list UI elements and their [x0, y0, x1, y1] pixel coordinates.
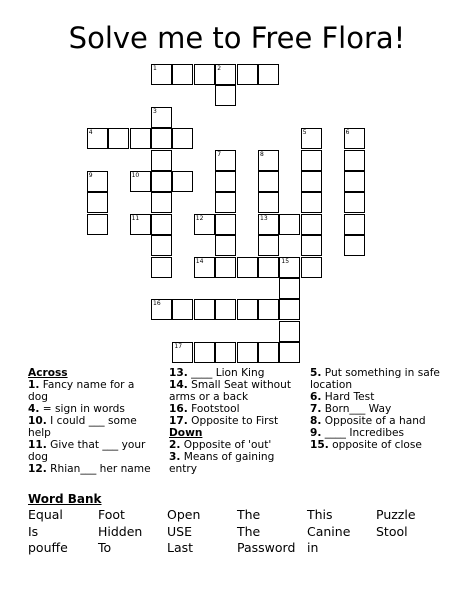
cell-number: 4: [88, 129, 93, 137]
grid-cell[interactable]: [215, 192, 236, 213]
clue-item: [28, 379, 156, 403]
clue-number: 6.: [310, 391, 322, 403]
clue-number: 11.: [28, 439, 47, 451]
grid-cell[interactable]: [215, 85, 236, 106]
clue-number: 9.: [310, 427, 322, 439]
clue-item: [28, 403, 156, 415]
grid-cell[interactable]: [172, 342, 193, 363]
word-bank-word: Hidden: [98, 523, 143, 539]
cell-number: 12: [195, 214, 204, 222]
grid-cell[interactable]: [344, 150, 365, 171]
cell-number: 17: [174, 343, 183, 351]
clues-column-1: [28, 367, 156, 475]
grid-cell[interactable]: [151, 64, 172, 85]
word-bank-word: Puzzle: [376, 507, 416, 522]
word-bank-word: Foot: [98, 507, 125, 522]
clue-number: 17.: [169, 415, 188, 427]
grid-cell[interactable]: [301, 128, 322, 149]
clue-text: ____ Lion King: [187, 367, 265, 379]
word-bank-word: pouffe: [28, 540, 68, 555]
word-bank-word: The: [237, 523, 261, 539]
cell-number: 8: [260, 150, 264, 158]
grid-cell[interactable]: [237, 257, 258, 278]
grid-cell[interactable]: [258, 64, 279, 85]
word-bank-word: USE: [167, 523, 192, 539]
grid-cell[interactable]: [130, 128, 151, 149]
clue-text: = sign in words: [39, 403, 125, 415]
clue-item: [310, 391, 450, 403]
grid-cell[interactable]: [151, 107, 172, 128]
word-bank-word: The: [237, 507, 261, 522]
grid-cell[interactable]: [258, 192, 279, 213]
cell-number: 11: [131, 214, 140, 222]
clue-text: Give that ___ your dog: [28, 439, 146, 463]
clue-number: 13.: [169, 367, 188, 379]
grid-cell[interactable]: [151, 150, 172, 171]
cell-number: 10: [131, 172, 140, 179]
clue-item: [28, 439, 156, 463]
grid-cell[interactable]: [151, 299, 172, 320]
grid-cell[interactable]: [344, 235, 365, 256]
clue-text: ____ Incredibes: [321, 427, 405, 439]
grid-cell[interactable]: [215, 64, 236, 85]
grid-cell[interactable]: [151, 235, 172, 256]
grid-cell[interactable]: [344, 192, 365, 213]
clue-number: 4.: [28, 403, 40, 415]
grid-cell[interactable]: [215, 150, 236, 171]
clue-text: Hard Test: [321, 391, 375, 403]
clues-column-3: [310, 367, 450, 451]
grid-cell[interactable]: [130, 171, 151, 192]
cell-number: 5: [302, 129, 307, 137]
grid-cell[interactable]: [151, 257, 172, 278]
clue-item: [310, 415, 450, 427]
grid-cell[interactable]: [301, 214, 322, 235]
clue-text: Footstool: [187, 403, 240, 415]
clue-number: 5.: [310, 367, 322, 379]
grid-cell[interactable]: [151, 214, 172, 235]
clue-number: 15.: [310, 439, 329, 451]
grid-cell[interactable]: [279, 278, 300, 299]
cell-number: 2: [217, 65, 222, 72]
clue-text: Put something in safe location: [310, 367, 440, 391]
clue-number: 2.: [169, 439, 181, 451]
grid-cell[interactable]: [258, 150, 279, 171]
grid-cell[interactable]: [87, 214, 108, 235]
grid-cell[interactable]: [87, 192, 108, 213]
grid-cell[interactable]: [194, 64, 215, 85]
word-bank-word: To: [98, 540, 112, 555]
clue-item: [28, 463, 156, 475]
grid-cell[interactable]: [194, 342, 215, 363]
grid-cell[interactable]: [172, 299, 193, 320]
grid-cell[interactable]: [301, 171, 322, 192]
word-bank-word: Last: [167, 540, 194, 555]
grid-cell[interactable]: [344, 171, 365, 192]
clue-text: Small Seat without arms or a back: [169, 379, 292, 403]
grid-cell[interactable]: [194, 299, 215, 320]
word-bank-word: Password: [237, 540, 296, 555]
clue-item: [169, 367, 297, 379]
word-bank-word: in: [307, 540, 319, 555]
grid-cell[interactable]: [279, 214, 300, 235]
clue-item: [169, 439, 297, 451]
grid-cell[interactable]: [258, 235, 279, 256]
clue-number: 3.: [169, 451, 181, 463]
clue-item: [28, 415, 156, 439]
grid-cell[interactable]: [258, 171, 279, 192]
cell-number: 14: [195, 257, 204, 265]
grid-cell[interactable]: [301, 192, 322, 213]
cell-number: 13: [260, 214, 268, 222]
grid-cell[interactable]: [130, 214, 151, 235]
clue-text: Fancy name for a dog: [28, 379, 135, 403]
clue-item: [169, 379, 297, 403]
clues-column-2: [169, 367, 297, 475]
grid-cell[interactable]: [301, 235, 322, 256]
clue-text: Born___ Way: [321, 403, 392, 415]
word-bank-word: Equal: [28, 507, 63, 522]
grid-cell[interactable]: [194, 257, 215, 278]
grid-cell[interactable]: [215, 171, 236, 192]
clue-text: Rhian___ her name: [46, 463, 151, 475]
grid-cell[interactable]: [344, 128, 365, 149]
grid-cell[interactable]: [172, 171, 193, 192]
word-bank-word: This: [307, 507, 333, 522]
grid-cell[interactable]: [237, 342, 258, 363]
clue-number: 16.: [169, 403, 188, 415]
grid-cell[interactable]: [172, 64, 193, 85]
grid-cell[interactable]: [237, 299, 258, 320]
grid-cell[interactable]: [172, 128, 193, 149]
grid-cell[interactable]: [258, 214, 279, 235]
cell-number: 15: [281, 257, 290, 265]
grid-cell[interactable]: [151, 128, 172, 149]
grid-cell[interactable]: [215, 342, 236, 363]
grid-cell[interactable]: [237, 64, 258, 85]
cell-number: 9: [88, 172, 93, 179]
grid-cell[interactable]: [215, 299, 236, 320]
clue-number: 12.: [28, 463, 47, 475]
grid-cell[interactable]: [87, 128, 108, 149]
clue-text: Opposite to First: [187, 415, 279, 427]
grid-cell[interactable]: [194, 214, 215, 235]
grid-cell[interactable]: [279, 342, 300, 363]
cell-number: 1: [153, 65, 157, 72]
grid-cell[interactable]: [258, 299, 279, 320]
clue-item: [169, 451, 297, 475]
clue-number: 8.: [310, 415, 322, 427]
clue-item: [310, 427, 450, 439]
grid-cell[interactable]: [151, 171, 172, 192]
clue-number: 14.: [169, 379, 188, 391]
grid-cell[interactable]: [258, 257, 279, 278]
clue-text: I could ___ some help: [28, 415, 137, 439]
clue-item: [310, 367, 450, 391]
clue-number: 7.: [310, 403, 322, 415]
word-bank-word: Open: [167, 507, 201, 522]
clue-number: 1.: [28, 379, 40, 391]
down-heading: Down: [169, 427, 203, 439]
word-bank-word: Canine: [307, 523, 351, 539]
clue-item: [310, 439, 450, 451]
grid-cell[interactable]: [151, 192, 172, 213]
puzzle-title: Solve me to Free Flora!: [68, 21, 406, 55]
grid-cell[interactable]: [87, 171, 108, 192]
grid-cell[interactable]: [301, 257, 322, 278]
clue-item: [169, 415, 297, 427]
grid-cell[interactable]: [108, 128, 129, 149]
grid-cell[interactable]: [279, 257, 300, 278]
clue-text: Opposite of a hand: [321, 415, 426, 427]
cell-number: 3: [153, 107, 157, 115]
clue-text: Opposite of 'out': [180, 439, 272, 451]
grid-cell[interactable]: [301, 150, 322, 171]
clue-item: [169, 403, 297, 415]
grid-cell[interactable]: [215, 214, 236, 235]
grid-cell[interactable]: [279, 299, 300, 320]
grid-cell[interactable]: [215, 257, 236, 278]
clue-number: 10.: [28, 415, 47, 427]
word-bank-word: Is: [28, 523, 39, 539]
word-bank-heading: Word Bank: [28, 492, 102, 506]
word-bank-word: Stool: [376, 523, 408, 539]
clue-item: [310, 403, 450, 415]
grid-cell[interactable]: [344, 214, 365, 235]
grid-cell[interactable]: [215, 235, 236, 256]
grid-cell[interactable]: [279, 321, 300, 342]
across-heading: Across: [28, 367, 68, 379]
clue-text: opposite of close: [328, 439, 422, 451]
cell-number: 6: [345, 129, 350, 137]
grid-cell[interactable]: [258, 342, 279, 363]
clue-text: Means of gaining entry: [169, 451, 275, 475]
cell-number: 7: [217, 150, 222, 158]
cell-number: 16: [153, 300, 161, 308]
